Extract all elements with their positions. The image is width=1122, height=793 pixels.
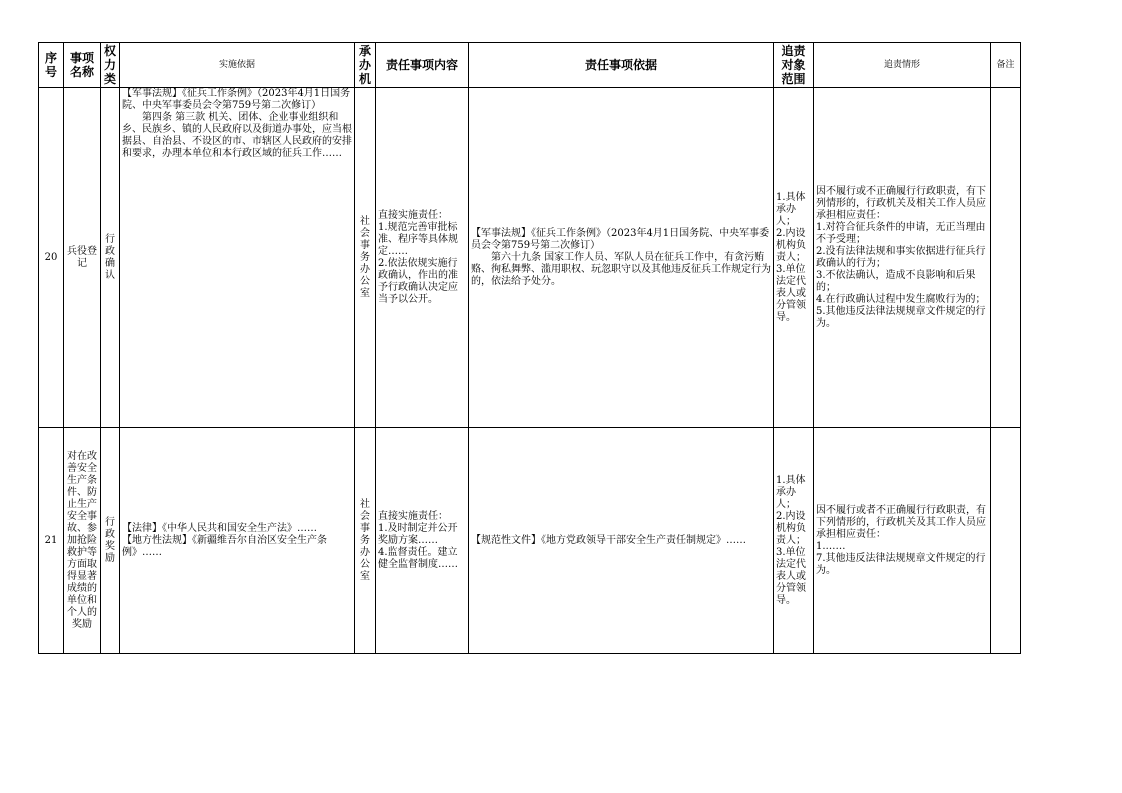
resp-basis-cell: 【规范性文件】《地方党政领导干部安全生产责任制规定》……	[469, 428, 774, 654]
seq-cell: 20	[39, 88, 64, 428]
basis-cell: 【军事法规】《征兵工作条例》（2023年4月1日国务院、中央军事委员会令第759号第二次修订） 第四条 第三款 机关、团体、企业事业组织和乡、民族乡、镇的人民政府以及街道办事处，应当根据县、自治县、不设区的市、市辖区人民政府的安排和要求，办理本单位和本行政区域的征兵工作……	[120, 88, 355, 428]
target-cell: 1.具体承办人； 2.内设机构负责人； 3.单位法定代表人或分管领导。	[774, 88, 814, 428]
resp-cell: 直接实施责任： 1.及时制定并公开奖励方案…… 4.监督责任。建立健全监督制度……	[376, 428, 469, 654]
col-situation: 追责情形	[814, 43, 991, 88]
col-resp-basis: 责任事项依据	[469, 43, 774, 88]
resp-basis-cell: 【军事法规】《征兵工作条例》（2023年4月1日国务院、中央军事委员会令第759号第二次修订） 第六十九条 国家工作人员、军队人员在征兵工作中，有贪污贿赂、徇私舞弊、滥用职权、玩忽职守以及其他违反征兵工作规定行为的，依法给予处分。	[469, 88, 774, 428]
col-basis: 实施依据	[120, 43, 355, 88]
col-note: 备注	[991, 43, 1021, 88]
col-type: 权力类	[101, 43, 120, 88]
note-cell	[991, 428, 1021, 654]
seq-cell: 21	[39, 428, 64, 654]
table-row	[39, 428, 1021, 654]
col-unit: 承办机	[355, 43, 376, 88]
col-seq: 序号	[39, 43, 64, 88]
situation-cell: 因不履行或不正确履行行政职责，有下列情形的，行政机关及相关工作人员应承担相应责任： 1.对符合征兵条件的申请，无正当理由不予受理； 2.没有法律法规和事实依据进行征兵行政确认的行为； 3.不依法确认，造成不良影响和后果的； 4.在行政确认过程中发生腐败行为的； 5.其他违反法律法规规章文件规定的行为。	[814, 88, 991, 428]
note-cell	[991, 88, 1021, 428]
type-cell: 行政奖励	[101, 428, 120, 654]
basis-cell: 【法律】《中华人民共和国安全生产法》…… 【地方性法规】《新疆维吾尔自治区安全生产条例》……	[120, 428, 355, 654]
col-target: 追责对象范围	[774, 43, 814, 88]
responsibility-table	[38, 42, 1021, 654]
col-name: 事项名称	[64, 43, 101, 88]
col-resp: 责任事项内容	[376, 43, 469, 88]
type-cell: 行政确认	[101, 88, 120, 428]
target-cell: 1.具体承办人； 2.内设机构负责人； 3.单位法定代表人或分管领导。	[774, 428, 814, 654]
unit-cell: 社会事务办公室	[355, 428, 376, 654]
resp-cell: 直接实施责任： 1.规范完善审批标准、程序等具体规定…… 2.依法依规实施行政确认，作出的准予行政确认决定应当予以公开。	[376, 88, 469, 428]
name-cell: 对在改善安全生产条件、防止生产安全事故、参加抢险救护等方面取得显著成绩的单位和个人的奖励	[64, 428, 101, 654]
situation-cell: 因不履行或者不正确履行行政职责，有下列情形的，行政机关及其工作人员应承担相应责任： 1.…… 7.其他违反法律法规规章文件规定的行为。	[814, 428, 991, 654]
header-row	[39, 43, 1021, 88]
name-cell: 兵役登记	[64, 88, 101, 428]
unit-cell: 社会事务办公室	[355, 88, 376, 428]
table-row	[39, 88, 1021, 428]
